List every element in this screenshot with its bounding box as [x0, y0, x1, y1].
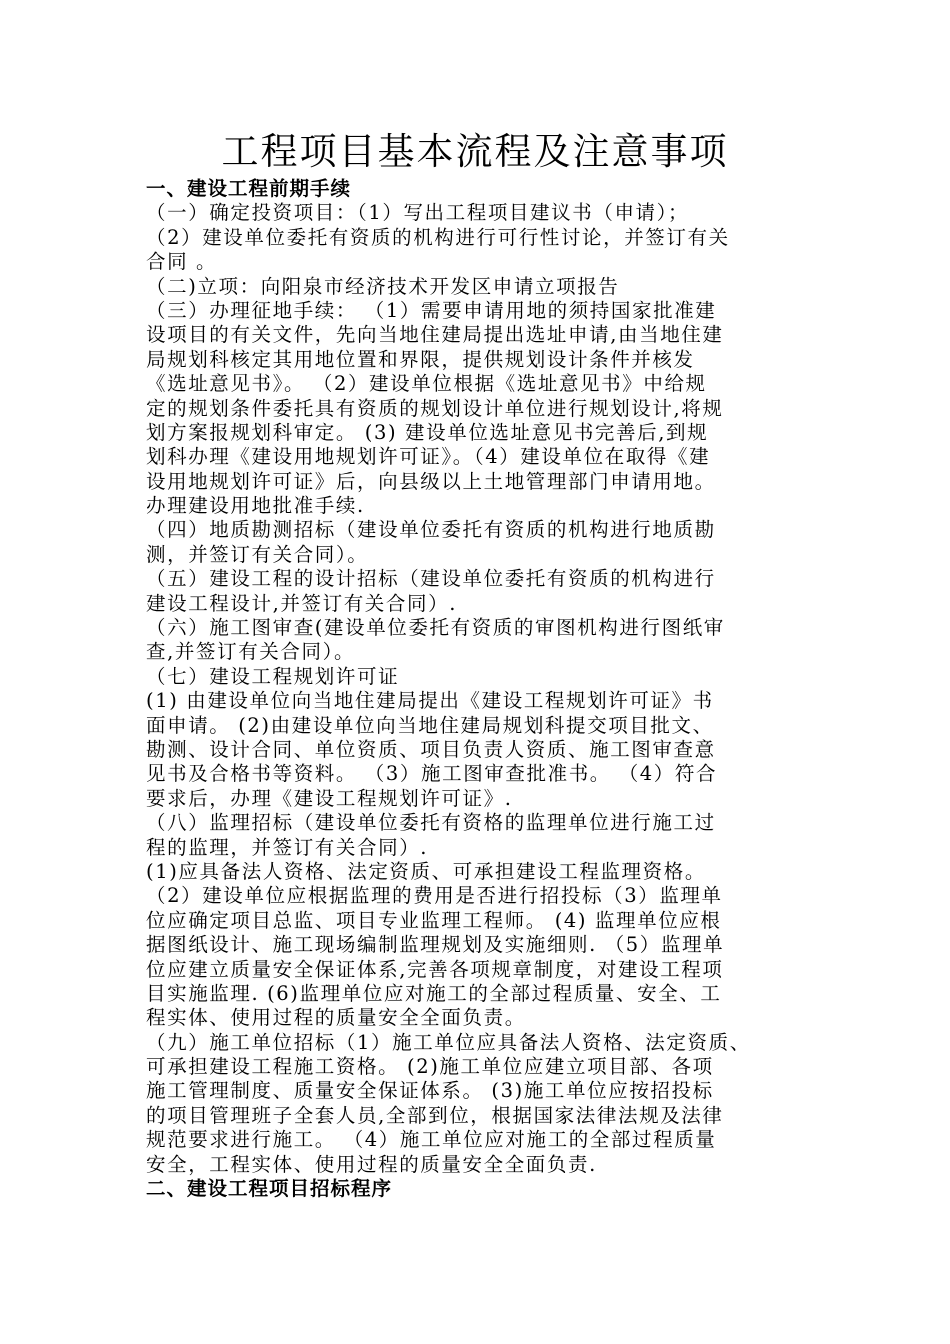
text-line: (1)应具备法人资格、法定资质、可承担建设工程监理资格。 [146, 859, 706, 883]
text-line: 合同 。 [146, 250, 218, 274]
text-line: 要求后，办理《建设工程规划许可证》. [146, 786, 513, 810]
text-line: 位应建立质量安全保证体系,完善各项规章制度，对建设工程项 [146, 957, 724, 981]
text-line: 查,并签订有关合同）。 [146, 640, 356, 664]
text-line: 设用地规划许可证》后，向县级以上土地管理部门申请用地。 [146, 469, 716, 493]
text-line: （2）建设单位委托有资质的机构进行可行性讨论，并签订有关 [146, 225, 730, 249]
text-line: （四）地质勘测招标（建设单位委托有资质的机构进行地质勘 [146, 518, 716, 542]
text-line: 定的规划条件委托具有资质的规划设计单位进行规划设计,将规 [146, 396, 724, 420]
text-line: （二)立项：向阳泉市经济技术开发区申请立项报告 [146, 274, 620, 298]
text-line: 可承担建设工程施工资格。 (2)施工单位应建立项目部、各项 [146, 1055, 714, 1079]
text-line: （2）建设单位应根据监理的费用是否进行招投标（3）监理单 [146, 884, 723, 908]
document-title: 工程项目基本流程及注意事项 [221, 130, 729, 173]
text-line: （九）施工单位招标（1）施工单位应具备法人资格、法定资质、 [146, 1030, 751, 1054]
section-heading: 二、建设工程项目招标程序 [146, 1177, 393, 1201]
text-line: 划科办理《建设用地规划许可证》。（4）建设单位在取得《建 [146, 445, 711, 469]
text-line: 据图纸设计、施工现场编制监理规划及实施细则. （5）监理单 [146, 933, 725, 957]
text-line: （五）建设工程的设计招标（建设单位委托有资质的机构进行 [146, 567, 716, 591]
text-line: 程的监理，并签订有关合同）. [146, 835, 429, 859]
text-line: 勘测、设计合同、单位资质、项目负责人资质、施工图审查意 [146, 737, 716, 761]
text-line: 设项目的有关文件，先向当地住建局提出选址申请,由当地住建 [146, 323, 724, 347]
text-line: （八）监理招标（建设单位委托有资格的监理单位进行施工过 [146, 811, 716, 835]
text-line: （七）建设工程规划许可证 [146, 664, 400, 688]
text-line: 安全，工程实体、使用过程的质量安全全面负责. [146, 1152, 597, 1176]
text-line: 建设工程设计,并签订有关合同）. [146, 591, 457, 615]
text-line: 程实体、使用过程的质量安全全面负责。 [146, 1006, 526, 1030]
text-line: （一）确定投资项目：（1）写出工程项目建议书（申请）； [146, 201, 690, 225]
text-line: 的项目管理班子全套人员,全部到位，根据国家法律法规及法律 [146, 1103, 724, 1127]
text-line: 面申请。 (2)由建设单位向当地住建局规划科提交项目批文、 [146, 713, 714, 737]
text-line: 规范要求进行施工。 （4）施工单位应对施工的全部过程质量 [146, 1128, 717, 1152]
text-line: （三）办理征地手续： （1）需要申请用地的须持国家批准建 [146, 298, 717, 322]
text-line: （六）施工图审查(建设单位委托有资质的审图机构进行图纸审 [146, 616, 725, 640]
text-line: 施工管理制度、质量安全保证体系。 (3)施工单位应按招投标 [146, 1079, 714, 1103]
text-line: 位应确定项目总监、项目专业监理工程师。 (4) 监理单位应根 [146, 908, 722, 932]
document-body [146, 177, 826, 1201]
text-line: 目实施监理. (6)监理单位应对施工的全部过程质量、安全、工 [146, 981, 722, 1005]
text-line: 测，并签订有关合同）。 [146, 542, 369, 566]
text-line: 《选址意见书》。 （2）建设单位根据《选址意见书》中给规 [146, 372, 707, 396]
text-line: 办理建设用地批准手续. [146, 494, 365, 518]
text-line: 局规划科核定其用地位置和界限，提供规划设计条件并核发 [146, 347, 695, 371]
text-line: (1) 由建设单位向当地住建局提出《建设工程规划许可证》书 [146, 689, 714, 713]
text-line: 划方案报规划科审定。 (3) 建设单位选址意见书完善后,到规 [146, 420, 709, 444]
section-heading: 一、建设工程前期手续 [146, 177, 352, 200]
text-line: 见书及合格书等资料。 （3）施工图审查批准书。 （4）符合 [146, 762, 718, 786]
